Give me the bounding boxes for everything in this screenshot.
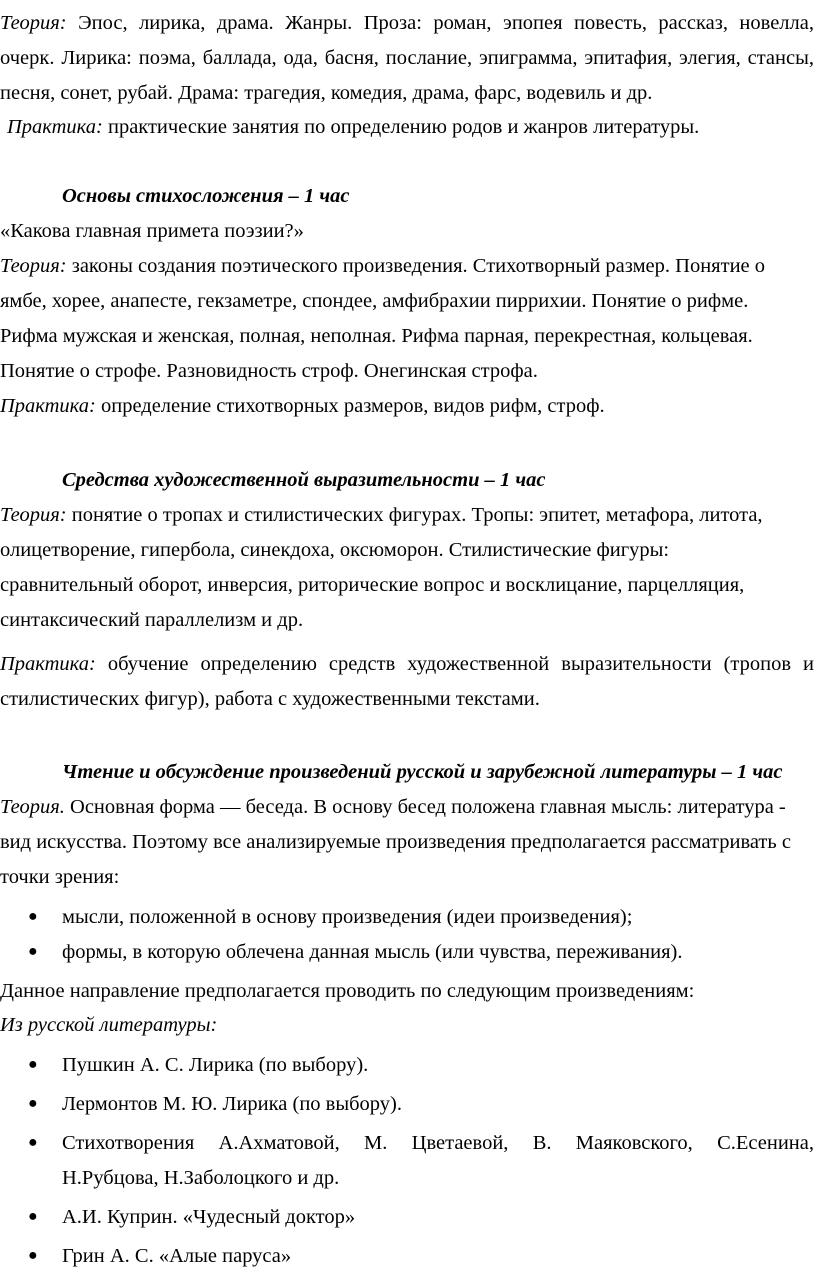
s2-practice-line-1 — [0, 651, 814, 677]
theory-text: понятие о тропах и стилистических фигурах. Тропы: эпитет, метафора, литота, — [71, 504, 763, 526]
practice-label: Практика: — [0, 395, 96, 417]
bullet-icon: ● — [28, 1247, 38, 1264]
bullet-icon: ● — [28, 908, 38, 925]
bullet-icon: ● — [28, 1095, 38, 1112]
intro-line-3: песня, сонет, рубай. Драма: трагедия, комедия, драма, фарс, водевиль и др. — [0, 82, 653, 104]
russian-literature-label: Из русской литературы: — [0, 1014, 218, 1036]
theory-label: Теория: — [0, 255, 67, 277]
bullet-icon: ● — [28, 1056, 38, 1073]
list-item: мысли, положенной в основу произведения (идеи произведения); — [62, 906, 633, 928]
s2-theory-line-2: олицетворение, гипербола, синекдоха, оксюморон. Стилистические фигуры: — [0, 539, 670, 561]
theory-label: Теория. — [0, 796, 65, 818]
theory-label: Теория: — [0, 504, 67, 526]
list-item: формы, в которую облечена данная мысль (или чувства, переживания). — [62, 941, 683, 963]
practice-text: обучение определению средств художественной выразительности (тропов и — [107, 653, 815, 675]
s3-theory-line-2: вид искусства. Поэтому все анализируемые произведения предполагается рассматривать с — [0, 831, 791, 853]
list-item: Лермонтов М. Ю. Лирика (по выбору). — [62, 1093, 402, 1115]
theory-text: Основная форма — беседа. В основу бесед положена главная мысль: литература - — [70, 796, 786, 818]
s1-practice — [0, 393, 814, 419]
s2-theory-line-1 — [0, 502, 814, 528]
s3-theory-line-1 — [0, 794, 814, 820]
s1-theory-line-4: Понятие о строфе. Разновидность строф. Онегинская строфа. — [0, 360, 538, 382]
theory-label: Теория: — [0, 12, 67, 34]
bullet-icon: ● — [28, 943, 38, 960]
practice-text: практические занятия по определению родов и жанров литературы. — [107, 116, 700, 138]
practice-label: Практика: — [0, 653, 96, 675]
bullet-icon: ● — [28, 1208, 38, 1225]
s3-after-text: Данное направление предполагается проводить по следующим произведениям: — [0, 980, 695, 1002]
theory-text: Эпос, лирика, драма. Жанры. Проза: роман, эпопея повесть, рассказ, новелла, — [78, 12, 814, 34]
section-heading-expressive-means: Средства художественной выразительности – 1 час — [62, 469, 546, 491]
theory-text: законы создания поэтического произведения. Стихотворный размер. Понятие о — [71, 255, 766, 277]
practice-text: определение стихотворных размеров, видов рифм, строф. — [100, 395, 605, 417]
list-item: Грин А. С. «Алые паруса» — [62, 1245, 292, 1267]
intro-line-2: очерк. Лирика: поэма, баллада, ода, басня, послание, эпиграмма, эпитафия, элегия, стансы, — [0, 47, 814, 69]
s2-practice-line-2: стилистических фигур), работа с художественными текстами. — [0, 688, 540, 710]
section-heading-reading: Чтение и обсуждение произведений русской и зарубежной литературы – 1 час — [62, 761, 783, 783]
s1-theory-line-3: Рифма мужская и женская, полная, неполная. Рифма парная, перекрестная, кольцевая. — [0, 325, 753, 347]
s1-theory-line-2: ямбе, хорее, анапесте, гекзаметре, спондее, амфибрахии пиррихии. Понятие о рифме. — [0, 290, 749, 312]
bullet-icon: ● — [28, 1134, 38, 1151]
list-item: А.И. Куприн. «Чудесный доктор» — [62, 1206, 356, 1228]
practice-label: Практика: — [7, 116, 103, 138]
intro-line-1 — [0, 10, 814, 36]
s1-quote: «Какова главная примета поэзии?» — [0, 220, 304, 242]
s1-theory-line-1 — [0, 253, 814, 279]
intro-practice — [7, 114, 816, 140]
section-heading-versification: Основы стихосложения – 1 час — [62, 185, 350, 207]
s2-theory-line-3: сравнительный оборот, инверсия, риторические вопрос и восклицание, парцелляция, — [0, 574, 745, 596]
s2-theory-line-4: синтаксический параллелизм и др. — [0, 609, 304, 631]
list-item: Пушкин А. С. Лирика (по выбору). — [62, 1054, 369, 1076]
s3-theory-line-3: точки зрения: — [0, 866, 120, 888]
list-item: Стихотворения А.Ахматовой, М. Цветаевой, В. Маяковского, С.Есенина, — [62, 1132, 814, 1154]
list-item-continuation: Н.Рубцова, Н.Заболоцкого и др. — [62, 1167, 340, 1189]
